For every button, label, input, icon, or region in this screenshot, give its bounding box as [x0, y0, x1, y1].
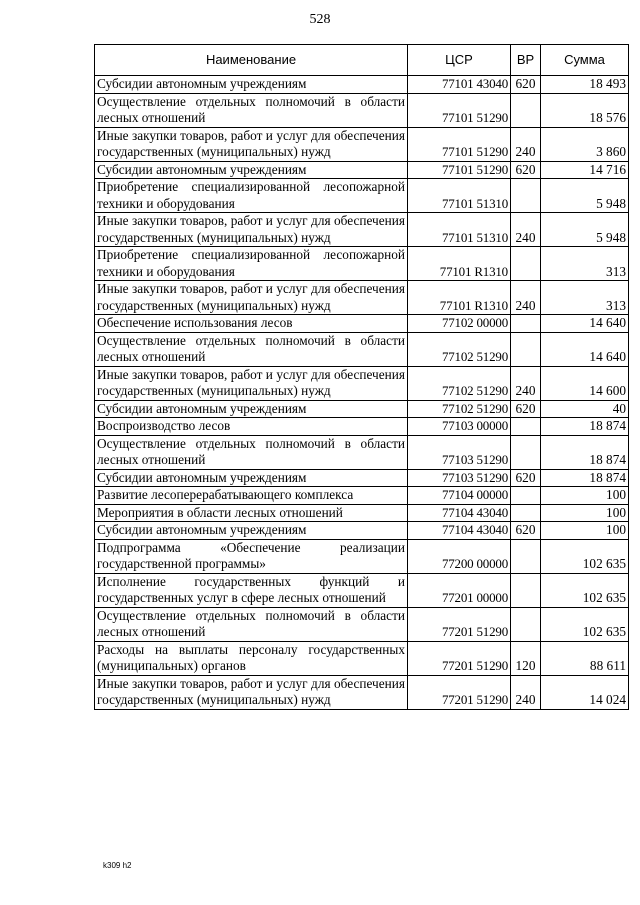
row-name: Подпрограмма «Обеспечение реализации государственной программы» — [95, 539, 408, 573]
row-vr: 120 — [511, 641, 541, 675]
row-sum: 313 — [541, 247, 629, 281]
row-name: Субсидии автономным учреждениям — [95, 522, 408, 540]
table-row — [95, 76, 629, 94]
row-vr — [511, 247, 541, 281]
row-vr — [511, 573, 541, 607]
header-vr: ВР — [511, 45, 541, 76]
row-name: Мероприятия в области лесных отношений — [95, 504, 408, 522]
row-sum: 100 — [541, 504, 629, 522]
table-row — [95, 607, 629, 641]
row-csr: 77102 00000 — [408, 315, 511, 333]
row-csr: 77101 R1310 — [408, 281, 511, 315]
table-row — [95, 247, 629, 281]
table-row — [95, 161, 629, 179]
row-vr: 240 — [511, 675, 541, 709]
table-body — [95, 76, 629, 710]
table-row — [95, 675, 629, 709]
row-csr: 77101 43040 — [408, 76, 511, 94]
row-sum: 14 640 — [541, 332, 629, 366]
row-csr: 77101 51310 — [408, 213, 511, 247]
row-sum: 14 024 — [541, 675, 629, 709]
row-sum: 14 640 — [541, 315, 629, 333]
row-name: Субсидии автономным учреждениям — [95, 161, 408, 179]
row-csr: 77101 51290 — [408, 161, 511, 179]
row-csr: 77102 51290 — [408, 400, 511, 418]
table-row — [95, 641, 629, 675]
footer-mark: k309 h2 — [103, 861, 132, 870]
row-vr: 620 — [511, 76, 541, 94]
row-name: Расходы на выплаты персоналу государственных (муниципальных) органов — [95, 641, 408, 675]
row-sum: 14 716 — [541, 161, 629, 179]
row-vr: 240 — [511, 127, 541, 161]
row-sum: 3 860 — [541, 127, 629, 161]
row-csr: 77102 51290 — [408, 366, 511, 400]
row-csr: 77103 51290 — [408, 435, 511, 469]
row-sum: 100 — [541, 487, 629, 505]
table-row — [95, 573, 629, 607]
row-vr: 620 — [511, 522, 541, 540]
table-row — [95, 213, 629, 247]
row-vr — [511, 487, 541, 505]
table-row — [95, 435, 629, 469]
table-row — [95, 179, 629, 213]
row-sum: 5 948 — [541, 213, 629, 247]
budget-table — [94, 44, 629, 710]
row-sum: 18 874 — [541, 469, 629, 487]
row-sum: 313 — [541, 281, 629, 315]
table-row — [95, 127, 629, 161]
row-csr: 77201 51290 — [408, 641, 511, 675]
row-csr: 77201 00000 — [408, 573, 511, 607]
row-name: Обеспечение использования лесов — [95, 315, 408, 333]
row-csr: 77101 51290 — [408, 127, 511, 161]
row-name: Иные закупки товаров, работ и услуг для обеспечения государственных (муниципальных) нужд — [95, 675, 408, 709]
row-name: Развитие лесоперерабатывающего комплекса — [95, 487, 408, 505]
row-name: Иные закупки товаров, работ и услуг для обеспечения государственных (муниципальных) нужд — [95, 366, 408, 400]
table-row — [95, 522, 629, 540]
row-sum: 102 635 — [541, 607, 629, 641]
table-row — [95, 93, 629, 127]
row-name: Субсидии автономным учреждениям — [95, 469, 408, 487]
row-vr: 240 — [511, 213, 541, 247]
row-name: Субсидии автономным учреждениям — [95, 400, 408, 418]
row-vr — [511, 315, 541, 333]
row-sum: 18 874 — [541, 435, 629, 469]
row-name: Иные закупки товаров, работ и услуг для обеспечения государственных (муниципальных) нужд — [95, 213, 408, 247]
row-csr: 77201 51290 — [408, 607, 511, 641]
row-vr: 240 — [511, 366, 541, 400]
table-row — [95, 366, 629, 400]
row-sum: 40 — [541, 400, 629, 418]
row-vr — [511, 93, 541, 127]
row-vr — [511, 435, 541, 469]
row-vr — [511, 607, 541, 641]
table-row — [95, 418, 629, 436]
row-csr: 77201 51290 — [408, 675, 511, 709]
row-sum: 100 — [541, 522, 629, 540]
row-vr: 620 — [511, 400, 541, 418]
table-row — [95, 504, 629, 522]
row-name: Субсидии автономным учреждениям — [95, 76, 408, 94]
row-csr: 77101 R1310 — [408, 247, 511, 281]
table-row — [95, 332, 629, 366]
row-name: Осуществление отдельных полномочий в области лесных отношений — [95, 93, 408, 127]
table-row — [95, 315, 629, 333]
row-name: Иные закупки товаров, работ и услуг для обеспечения государственных (муниципальных) нужд — [95, 281, 408, 315]
row-name: Осуществление отдельных полномочий в области лесных отношений — [95, 607, 408, 641]
row-vr — [511, 418, 541, 436]
row-csr: 77104 00000 — [408, 487, 511, 505]
table-row — [95, 487, 629, 505]
row-sum: 102 635 — [541, 539, 629, 573]
row-name: Приобретение специализированной лесопожарной техники и оборудования — [95, 247, 408, 281]
row-csr: 77200 00000 — [408, 539, 511, 573]
row-vr — [511, 179, 541, 213]
row-csr: 77103 00000 — [408, 418, 511, 436]
row-sum: 18 874 — [541, 418, 629, 436]
page-number: 528 — [309, 12, 331, 27]
table-row — [95, 469, 629, 487]
row-sum: 18 493 — [541, 76, 629, 94]
row-csr: 77104 43040 — [408, 522, 511, 540]
table-header-row — [95, 45, 629, 76]
row-name: Осуществление отдельных полномочий в области лесных отношений — [95, 435, 408, 469]
row-sum: 18 576 — [541, 93, 629, 127]
row-name: Осуществление отдельных полномочий в области лесных отношений — [95, 332, 408, 366]
row-vr: 620 — [511, 161, 541, 179]
row-name: Исполнение государственных функций и государственных услуг в сфере лесных отношений — [95, 573, 408, 607]
row-csr: 77103 51290 — [408, 469, 511, 487]
row-vr: 240 — [511, 281, 541, 315]
table-row — [95, 400, 629, 418]
row-csr: 77102 51290 — [408, 332, 511, 366]
table-row — [95, 281, 629, 315]
header-name: Наименование — [95, 45, 408, 76]
row-csr: 77101 51310 — [408, 179, 511, 213]
row-sum: 88 611 — [541, 641, 629, 675]
row-name: Приобретение специализированной лесопожарной техники и оборудования — [95, 179, 408, 213]
header-csr: ЦСР — [408, 45, 511, 76]
row-csr: 77104 43040 — [408, 504, 511, 522]
table-row — [95, 539, 629, 573]
row-sum: 102 635 — [541, 573, 629, 607]
row-sum: 5 948 — [541, 179, 629, 213]
row-vr — [511, 332, 541, 366]
row-vr — [511, 539, 541, 573]
row-csr: 77101 51290 — [408, 93, 511, 127]
header-sum: Сумма — [541, 45, 629, 76]
row-vr: 620 — [511, 469, 541, 487]
row-name: Иные закупки товаров, работ и услуг для обеспечения государственных (муниципальных) нужд — [95, 127, 408, 161]
row-vr — [511, 504, 541, 522]
row-name: Воспроизводство лесов — [95, 418, 408, 436]
row-sum: 14 600 — [541, 366, 629, 400]
